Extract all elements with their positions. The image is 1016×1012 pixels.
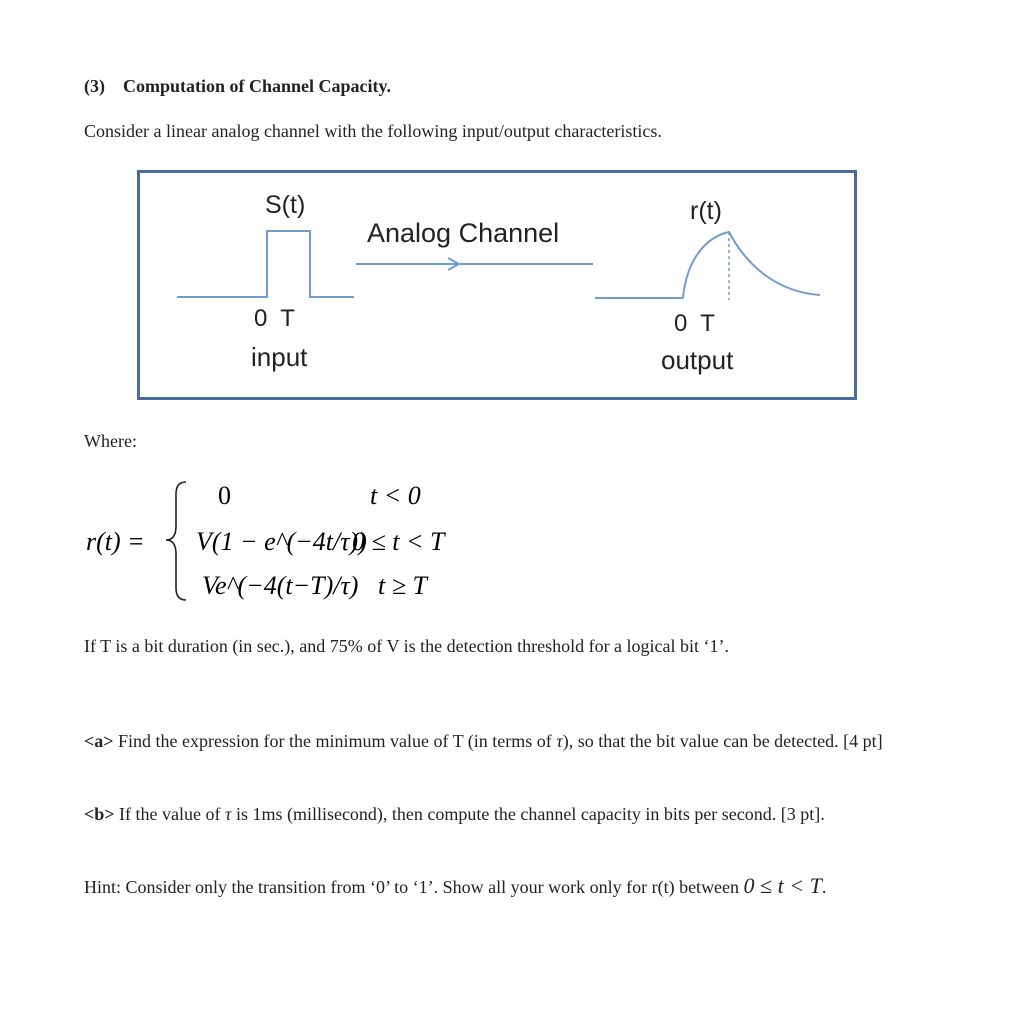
equation-brace bbox=[166, 482, 186, 600]
question-b-text-after: is 1ms (millisecond), then compute the channel capacity in bits per second. [3 pt]. bbox=[235, 804, 825, 824]
input-signal-label: S(t) bbox=[265, 191, 306, 219]
question-a bbox=[84, 727, 904, 755]
question-a-text-before: Find the expression for the minimum value of T (in terms of bbox=[118, 731, 552, 751]
question-a-text-after: ), so that the bit value can be detected. [4 pt] bbox=[562, 731, 883, 751]
hint-math: 0 ≤ t < T bbox=[743, 873, 822, 898]
problem-number: (3) bbox=[84, 76, 105, 96]
output-signal-label: r(t) bbox=[690, 197, 722, 225]
case-2-expr: V(1 − e^(−4t/τ)) bbox=[196, 527, 367, 556]
diagram-border bbox=[139, 172, 856, 399]
problem-heading bbox=[84, 76, 391, 97]
case-2-condition: 0 ≤ t < T bbox=[352, 527, 445, 556]
question-a-tau: τ bbox=[556, 731, 563, 751]
case-1-expr: 0 bbox=[218, 481, 231, 510]
threshold-text: If T is a bit duration (in sec.), and 75% of V is the detection threshold for a logical bit ‘1’. bbox=[84, 636, 730, 656]
input-ticks: 0 T bbox=[254, 305, 295, 332]
intro-text: Consider a linear analog channel with the following input/output characteristics. bbox=[84, 121, 662, 141]
problem-title: Computation of Channel Capacity. bbox=[123, 76, 392, 96]
question-b-tau: τ bbox=[224, 804, 232, 824]
input-caption: input bbox=[251, 342, 308, 372]
channel-label: Analog Channel bbox=[367, 218, 560, 248]
equation-lhs: r(t) = bbox=[86, 527, 145, 556]
question-b-tag: <b> bbox=[84, 804, 115, 824]
question-b-text-before: If the value of bbox=[119, 804, 221, 824]
channel-diagram bbox=[137, 170, 857, 400]
hint-body: Hint: Consider only the transition from ‘0’ to ‘1’. Show all your work only for r(t) between bbox=[84, 877, 740, 897]
output-caption: output bbox=[661, 345, 734, 375]
case-1-condition: t < 0 bbox=[370, 481, 421, 510]
hint-end: . bbox=[821, 877, 827, 897]
case-3-condition: t ≥ T bbox=[378, 571, 427, 600]
output-ticks: 0 T bbox=[674, 310, 715, 337]
question-a-tag: <a> bbox=[84, 731, 114, 751]
where-label: Where: bbox=[84, 431, 137, 451]
question-b bbox=[84, 799, 904, 829]
piecewise-equation bbox=[80, 470, 510, 610]
hint-text bbox=[84, 873, 826, 899]
case-3-expr: Ve^(−4(t−T)/τ) bbox=[202, 571, 359, 600]
